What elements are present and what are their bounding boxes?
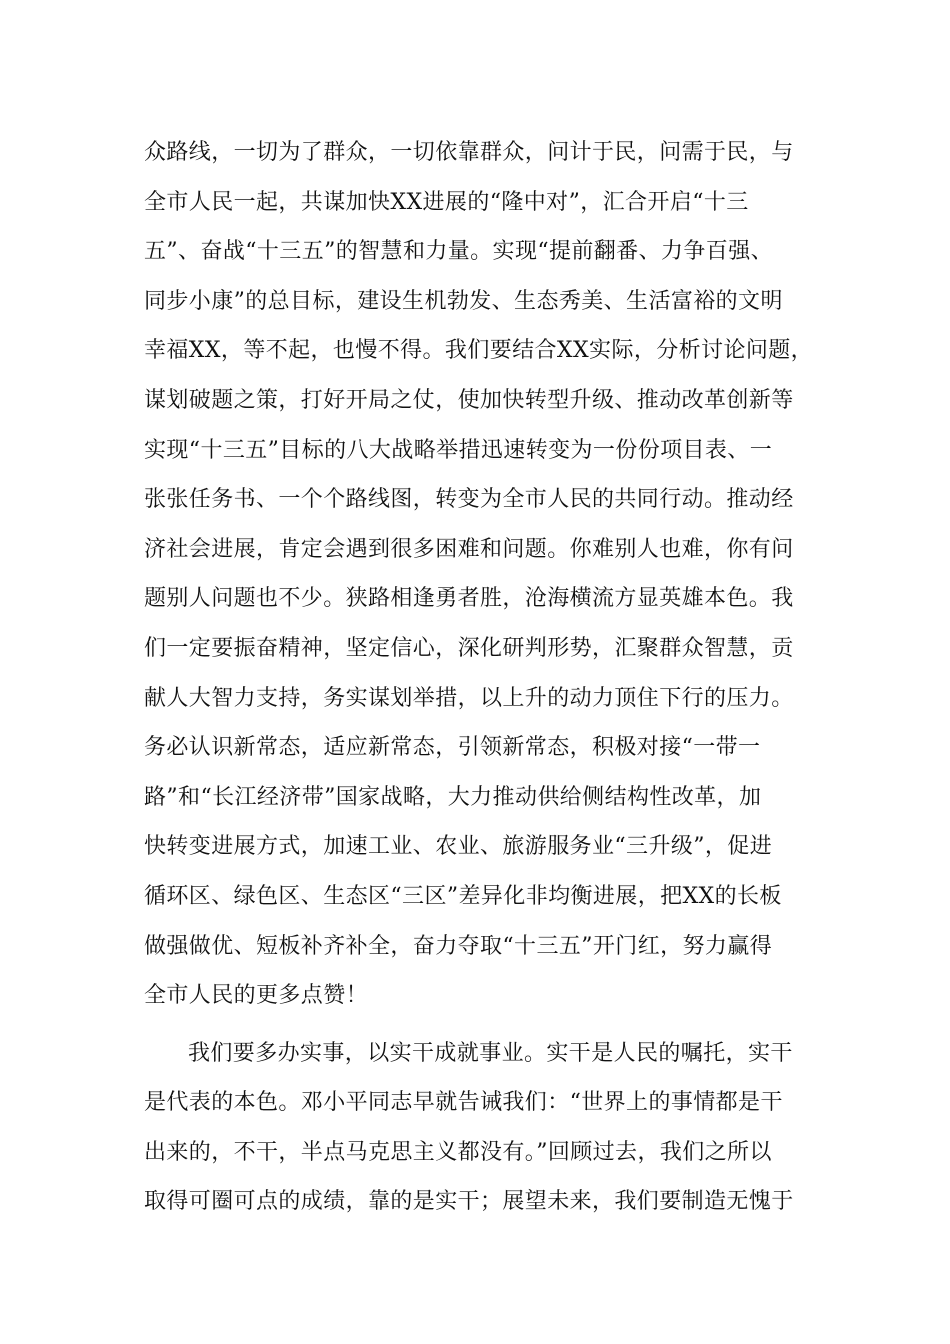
text-line: 实现“十三五”目标的八大战略举措迅速转变为一份份项目表、一	[144, 437, 773, 463]
text-line: 们一定要振奋精神，坚定信心，深化研判形势，汇聚群众智慧，贡	[144, 635, 794, 661]
paragraph-gap	[144, 1021, 824, 1029]
text-line: 务必认识新常态，适应新常态，引领新常态，积极对接“一带一	[144, 735, 761, 761]
text-line: 我们要多办实事，以实干成就事业。实干是人民的嘱托，实干	[188, 1040, 793, 1066]
text-line: 全市人民一起，共谋加快XX进展的“隆中对”，汇合开启“十三	[144, 189, 749, 215]
text-line: 献人大智力支持，务实谋划举措，以上升的动力顶住下行的压力。	[144, 685, 794, 711]
text-line: 张张任务书、一个个路线图，转变为全市人民的共同行动。推动经	[144, 487, 794, 513]
text-line: 路”和“长江经济带”国家战略，大力推动供给侧结构性改革，加	[144, 784, 762, 810]
text-line: 题别人问题也不少。狭路相逢勇者胜，沧海横流方显英雄本色。我	[144, 586, 794, 612]
text-line: 快转变进展方式，加速工业、农业、旅游服务业“三升级”，促进	[144, 834, 773, 860]
text-line: 众路线，一切为了群众，一切依靠群众，问计于民，问需于民，与	[144, 140, 794, 165]
text-line: 出来的，不干，半点马克思主义都没有。”回顾过去，我们之所以	[144, 1139, 772, 1165]
text-line: 是代表的本色。邓小平同志早就告诫我们：“世界上的事情都是干	[144, 1090, 783, 1116]
text-line: 济社会进展，肯定会遇到很多困难和问题。你难别人也难，你有问	[144, 536, 794, 562]
text-line: 幸福XX，等不起，也慢不得。我们要结合XX实际，分析讨论问题，	[144, 338, 814, 364]
paragraph-2	[144, 1029, 824, 1227]
text-line: 取得可圈可点的成绩，靠的是实干；展望未来，我们要制造无愧于	[144, 1189, 794, 1215]
text-line: 全市人民的更多点赞！	[144, 983, 369, 1009]
paragraph-1	[144, 128, 824, 1021]
text-line: 同步小康”的总目标，建设生机勃发、生态秀美、生活富裕的文明	[144, 288, 783, 314]
text-line: 五”、奋战“十三五”的智慧和力量。实现“提前翻番、力争百强、	[144, 239, 773, 265]
text-line: 谋划破题之策，打好开局之仗，使加快转型升级、推动改革创新等	[144, 387, 794, 413]
text-line: 循环区、绿色区、生态区“三区”差异化非均衡进展，把XX的长板	[144, 883, 782, 909]
text-line: 做强做优、短板补齐补全，奋力夺取“十三五”开门红，努力赢得	[144, 933, 773, 959]
document-body	[144, 128, 824, 1227]
